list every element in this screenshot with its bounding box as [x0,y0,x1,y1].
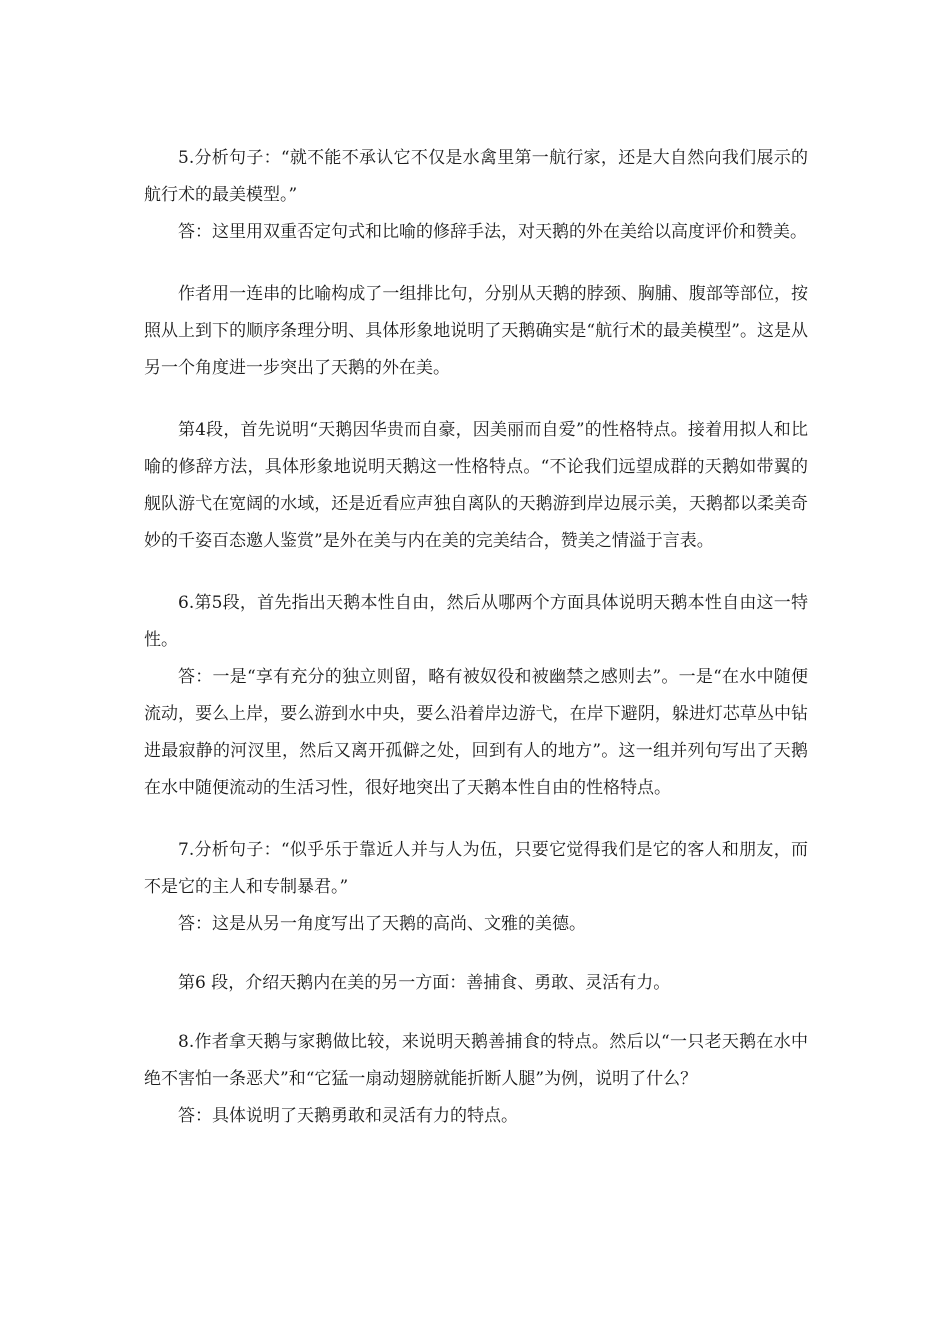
answer-5: 答：这里用双重否定句式和比喻的修辞手法，对天鹅的外在美给以高度评价和赞美。 [178,222,807,242]
paragraph-section-4: 第4段，首先说明“天鹅因华贵而自豪，因美丽而自爱”的性格特点。接着用拟人和比喻的修辞方法，具体形象地说明天鹅这一性格特点。“不论我们远望成群的天鹅如带翼的舰队游弋在宽阔的水域，还是近看应声独自离队的天鹅游到岸边展示美，天鹅都以柔美奇妙的千姿百态邀人鉴赏”是外在美与内在美的完美结合，赞美之情溢于言表。 [144,420,808,551]
document-page [144,140,808,1135]
question-8: 8.作者拿天鹅与家鹅做比较，来说明天鹅善捕食的特点。然后以“一只老天鹅在水中绝不害怕一条恶犬”和“它猛一扇动翅膀就能折断人腿”为例，说明了什么？ [144,1032,808,1089]
answer-7: 答：这是从另一角度写出了天鹅的高尚、文雅的美德。 [178,914,586,934]
paragraph-section-6: 第6 段，介绍天鹅内在美的另一方面：善捕食、勇敢、灵活有力。 [178,973,671,993]
question-5: 5.分析句子：“就不能不承认它不仅是水禽里第一航行家，还是大自然向我们展示的航行术的最美模型。” [144,148,808,205]
question-7: 7.分析句子：“似乎乐于靠近人并与人为伍，只要它觉得我们是它的客人和朋友，而不是它的主人和专制暴君。” [144,840,808,897]
paragraph-metaphor-analysis: 作者用一连串的比喻构成了一组排比句，分别从天鹅的脖颈、胸脯、腹部等部位，按照从上到下的顺序条理分明、具体形象地说明了天鹅确实是“航行术的最美模型”。这是从另一个角度进一步突出了天鹅的外在美。 [144,284,808,378]
answer-6: 答：一是“享有充分的独立则留，略有被奴役和被幽禁之感则去”。一是“在水中随便流动，要么上岸，要么游到水中央，要么沿着岸边游弋，在岸下避阴，躲进灯芯草丛中钻进最寂静的河汊里，然后又离开孤僻之处，回到有人的地方”。这一组并列句写出了天鹅在水中随便流动的生活习性，很好地突出了天鹅本性自由的性格特点。 [144,667,808,798]
question-6: 6.第5段，首先指出天鹅本性自由，然后从哪两个方面具体说明天鹅本性自由这一特性。 [144,593,808,650]
answer-8: 答：具体说明了天鹅勇敢和灵活有力的特点。 [178,1106,518,1126]
